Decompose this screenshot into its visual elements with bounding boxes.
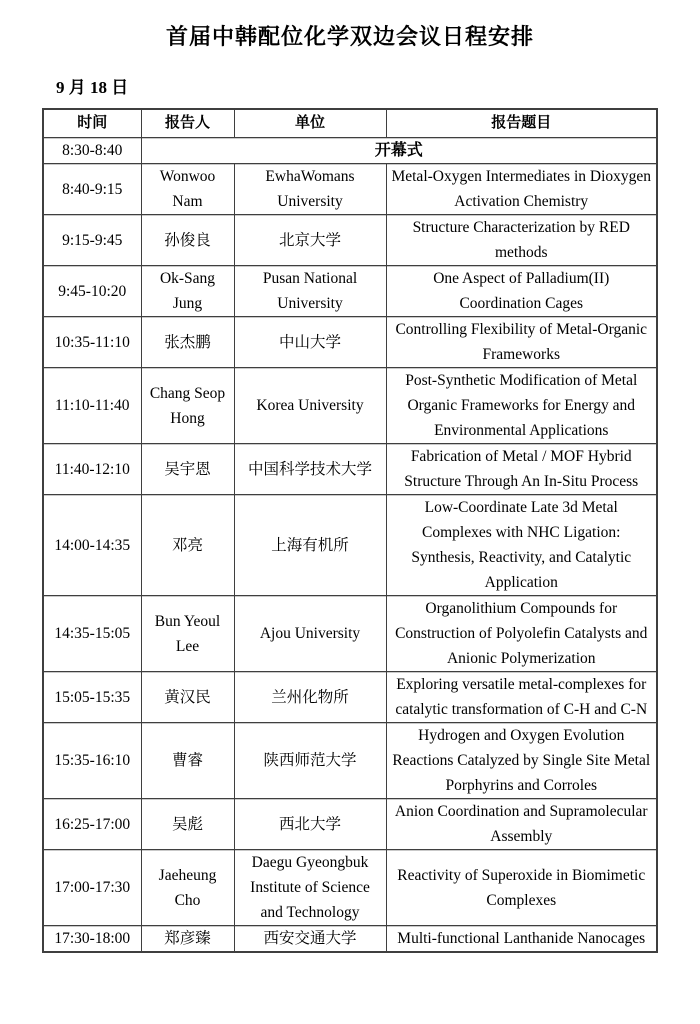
table-row [43,444,657,495]
cell-talk-title: Low-Coordinate Late 3d Metal Complexes with NHC Ligation: Synthesis, Reactivity, and Catalytic Application [386,495,657,596]
cell-speaker: 郑彦臻 [141,926,234,953]
cell-affiliation: Daegu Gyeongbuk Institute of Science and Technology [234,850,386,926]
table-row [43,850,657,926]
table-row [43,723,657,799]
cell-session-title: 开幕式 [141,138,657,164]
cell-time: 8:30-8:40 [43,138,141,164]
page-title: 首届中韩配位化学双边会议日程安排 [165,24,534,49]
schedule-table [42,108,658,953]
cell-affiliation: 西北大学 [234,799,386,850]
cell-affiliation: 西安交通大学 [234,926,386,953]
cell-talk-title: Hydrogen and Oxygen Evolution Reactions Catalyzed by Single Site Metal Porphyrins and Corroles [386,723,657,799]
cell-time: 11:10-11:40 [43,368,141,444]
cell-speaker: 张杰鹏 [141,317,234,368]
cell-affiliation: 上海有机所 [234,495,386,596]
cell-time: 9:15-9:45 [43,215,141,266]
cell-speaker: 邓亮 [141,495,234,596]
cell-time: 9:45-10:20 [43,266,141,317]
cell-speaker: Ok-Sang Jung [141,266,234,317]
cell-speaker: Jaeheung Cho [141,850,234,926]
cell-talk-title: One Aspect of Palladium(II) Coordination Cages [386,266,657,317]
header-speaker: 报告人 [141,109,234,138]
cell-talk-title: Reactivity of Superoxide in Biomimetic Complexes [386,850,657,926]
table-row-session [43,138,657,164]
cell-affiliation: 中山大学 [234,317,386,368]
cell-time: 15:35-16:10 [43,723,141,799]
cell-speaker: 吴宇恩 [141,444,234,495]
header-affiliation: 单位 [234,109,386,138]
table-row [43,495,657,596]
cell-talk-title: Structure Characterization by RED methods [386,215,657,266]
cell-affiliation: 陕西师范大学 [234,723,386,799]
cell-speaker: 吴彪 [141,799,234,850]
cell-affiliation: 北京大学 [234,215,386,266]
table-row [43,596,657,672]
table-row [43,317,657,368]
cell-talk-title: Organolithium Compounds for Construction of Polyolefin Catalysts and Anionic Polymerization [386,596,657,672]
cell-affiliation: Pusan National University [234,266,386,317]
schedule-header [43,109,657,138]
cell-talk-title: Post-Synthetic Modification of Metal Organic Frameworks for Energy and Environmental Applications [386,368,657,444]
schedule-body [43,138,657,953]
table-row [43,799,657,850]
cell-talk-title: Controlling Flexibility of Metal-Organic Frameworks [386,317,657,368]
cell-talk-title: Fabrication of Metal / MOF Hybrid Structure Through An In-Situ Process [386,444,657,495]
cell-affiliation: EwhaWomans University [234,164,386,215]
header-talk-title: 报告题目 [386,109,657,138]
cell-talk-title: Exploring versatile metal-complexes for catalytic transformation of C-H and C-N [386,672,657,723]
cell-speaker: Chang Seop Hong [141,368,234,444]
table-row [43,926,657,953]
cell-affiliation: Korea University [234,368,386,444]
cell-talk-title: Multi-functional Lanthanide Nanocages [386,926,657,953]
header-row [43,109,657,138]
table-row [43,215,657,266]
cell-time: 8:40-9:15 [43,164,141,215]
cell-speaker: Wonwoo Nam [141,164,234,215]
cell-affiliation: 兰州化物所 [234,672,386,723]
cell-speaker: Bun Yeoul Lee [141,596,234,672]
cell-speaker: 曹睿 [141,723,234,799]
cell-affiliation: Ajou University [234,596,386,672]
cell-time: 17:30-18:00 [43,926,141,953]
table-row [43,164,657,215]
cell-time: 14:35-15:05 [43,596,141,672]
header-time: 时间 [43,109,141,138]
cell-time: 17:00-17:30 [43,850,141,926]
cell-speaker: 黄汉民 [141,672,234,723]
table-row [43,266,657,317]
cell-talk-title: Metal-Oxygen Intermediates in Dioxygen Activation Chemistry [386,164,657,215]
cell-time: 15:05-15:35 [43,672,141,723]
cell-time: 10:35-11:10 [43,317,141,368]
cell-time: 16:25-17:00 [43,799,141,850]
table-row [43,672,657,723]
date-label: 9 月 18 日 [56,78,129,97]
cell-talk-title: Anion Coordination and Supramolecular Assembly [386,799,657,850]
cell-affiliation: 中国科学技术大学 [234,444,386,495]
cell-speaker: 孙俊良 [141,215,234,266]
cell-time: 11:40-12:10 [43,444,141,495]
cell-time: 14:00-14:35 [43,495,141,596]
table-row [43,368,657,444]
